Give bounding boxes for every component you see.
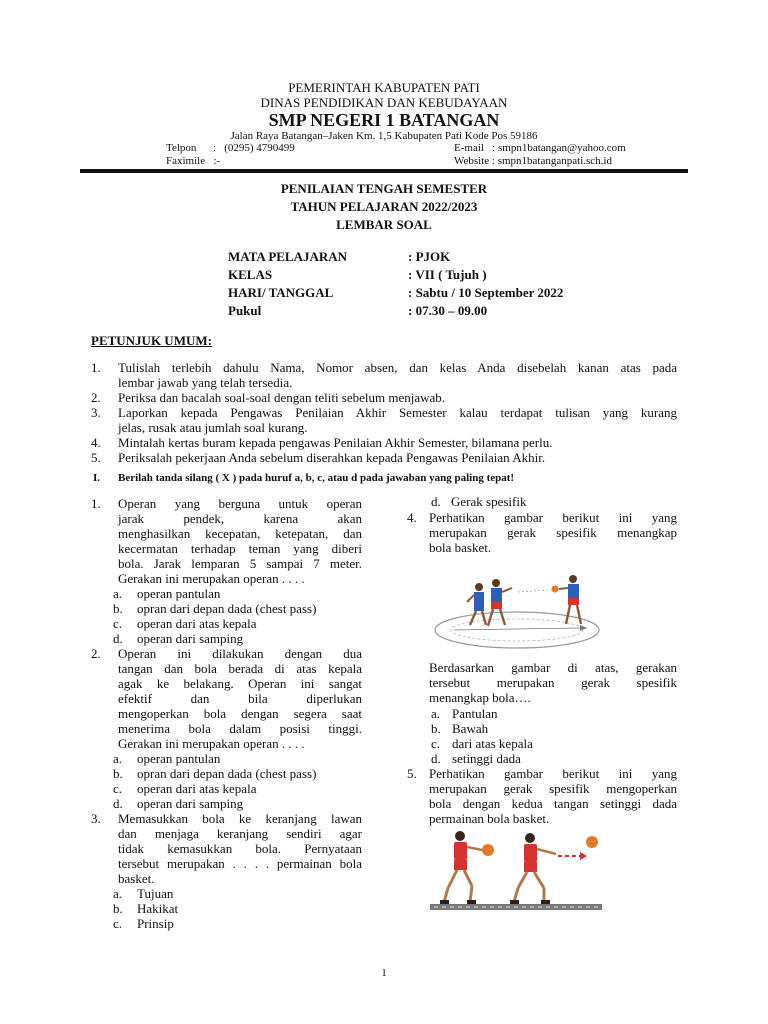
option-letter[interactable]: d.	[431, 494, 441, 509]
exam-sheet: LEMBAR SOAL	[336, 217, 432, 232]
question-text: tangan dan bola berada di atas kepala	[118, 661, 362, 676]
option-text: opran dari depan dada (chest pass)	[137, 766, 317, 781]
info-value: : PJOK	[408, 249, 451, 264]
section-number: I.	[93, 472, 101, 484]
list-item: Tulislah terlebih dahulu Nama, Nomor absen, dan kelas Anda disebelah kanan atas pada	[118, 360, 677, 375]
option-text: Prinsip	[137, 916, 174, 931]
info-value: : 07.30 – 09.00	[408, 303, 488, 318]
list-item-cont: lembar jawab yang telah tersedia.	[118, 375, 293, 390]
option-text: operan pantulan	[137, 586, 221, 601]
question-text: dan menjaga keranjang sendiri agar	[118, 826, 362, 841]
question-text: Perhatikan gambar berikut ini yang	[429, 510, 677, 525]
option-letter[interactable]: c.	[113, 916, 123, 931]
school-name: SMP NEGERI 1 BATANGAN	[268, 110, 500, 130]
section-instruction: Berilah tanda silang ( X ) pada huruf a, b, c, atau d pada jawaban yang paling tepat!	[118, 472, 515, 484]
question-number: 5.	[407, 766, 417, 781]
exam-title: PENILAIAN TENGAH SEMESTER	[280, 181, 488, 196]
option-text: Hakikat	[137, 901, 179, 916]
question-text: permainan bola basket.	[429, 811, 550, 826]
dept-header: DINAS PENDIDIKAN DAN KEBUDAYAAN	[260, 95, 508, 110]
question-text: efektif dan bila diperlukan	[118, 691, 362, 706]
option-letter[interactable]: c.	[113, 616, 123, 631]
question-text: bola dengan kedua tangan setinggi dada	[429, 796, 677, 811]
question-text: tidak kemasukkan bola. Pernyataan	[118, 841, 362, 856]
email: E-mail : smpn1batangan@yahoo.com	[454, 142, 626, 154]
list-item-cont: jelas, rusak atau jumlah soal kurang.	[118, 420, 308, 435]
chest-pass-illustration	[430, 828, 602, 912]
question-text: bola basket.	[429, 540, 492, 555]
question-text: Gerakan ini merupakan operan . . . .	[118, 736, 305, 751]
option-letter[interactable]: a.	[113, 886, 123, 901]
option-text: Gerak spesifik	[451, 494, 527, 509]
question-text: Perhatikan gambar berikut ini yang	[429, 766, 677, 781]
list-number: 3.	[91, 405, 101, 420]
question-text: basket.	[118, 871, 155, 886]
school-address: Jalan Raya Batangan–Jaken Km. 1,5 Kabupaten Pati Kode Pos 59186	[230, 130, 538, 142]
question-number: 1.	[91, 496, 101, 511]
option-text: operan dari atas kepala	[137, 781, 257, 796]
question-text: kecermatan terhadap teman yang diberi	[118, 541, 362, 556]
info-label: KELAS	[228, 267, 273, 282]
page-number: 1	[381, 967, 387, 979]
list-number: 1.	[91, 360, 101, 375]
option-text: dari atas kepala	[452, 736, 533, 751]
list-item: Periksa dan bacalah soal-soal dengan teliti sebelum menjawab.	[118, 390, 446, 405]
option-letter[interactable]: d.	[113, 631, 123, 646]
option-letter[interactable]: a.	[113, 751, 123, 766]
option-letter[interactable]: a.	[113, 586, 123, 601]
header-divider	[80, 169, 688, 173]
option-letter[interactable]: b.	[113, 901, 123, 916]
faximile: Faximile :-	[166, 155, 221, 167]
question-text: menghasilkan kecepatan, ketepatan, dan	[118, 526, 362, 541]
list-item: Mintalah kertas buram kepada pengawas Penilaian Akhir Semester, bilamana perlu.	[118, 435, 553, 450]
option-letter[interactable]: c.	[113, 781, 123, 796]
website: Website : smpn1batanganpati.sch.id	[454, 155, 612, 167]
question-text: merupakan gerak spesifik mengoperkan	[429, 781, 677, 796]
list-number: 4.	[91, 435, 101, 450]
list-number: 2.	[91, 390, 101, 405]
info-value: : VII ( Tujuh )	[408, 267, 487, 282]
question-text: Gerakan ini merupakan operan . . . .	[118, 571, 305, 586]
gov-header: PEMERINTAH KABUPATEN PATI	[288, 80, 480, 95]
list-number: 5.	[91, 450, 101, 465]
question-text: tersebut merupakan . . . . permainan bola	[118, 856, 362, 871]
question-text: mengoperkan bola dengan segera saat	[118, 706, 362, 721]
option-letter[interactable]: d.	[431, 751, 441, 766]
option-text: Bawah	[452, 721, 489, 736]
exam-year: TAHUN PELAJARAN 2022/2023	[290, 199, 478, 214]
option-letter[interactable]: c.	[431, 736, 441, 751]
option-letter[interactable]: b.	[431, 721, 441, 736]
option-letter[interactable]: a.	[431, 706, 441, 721]
question-text: jarak pendek, karena akan	[118, 511, 362, 526]
info-value: : Sabtu / 10 September 2022	[408, 285, 564, 300]
question-text: Operan ini dilakukan dengan dua	[118, 646, 362, 661]
question-number: 2.	[91, 646, 101, 661]
info-label: Pukul	[228, 303, 262, 318]
option-letter[interactable]: d.	[113, 796, 123, 811]
option-text: Pantulan	[452, 706, 498, 721]
list-item: Periksalah pekerjaan Anda sebelum diserahkan kepada Pengawas Penilaian Akhir.	[118, 450, 546, 465]
telpon: Telpon : (0295) 4790499	[166, 142, 295, 154]
option-text: setinggi dada	[452, 751, 521, 766]
question-text: menangkap bola….	[429, 690, 531, 705]
petunjuk-heading: PETUNJUK UMUM:	[91, 333, 212, 348]
list-item: Laporkan kepada Pengawas Penilaian Akhir Semester kalau terdapat tulisan yang kurang	[118, 405, 677, 420]
info-label: MATA PELAJARAN	[228, 249, 348, 264]
question-text: Memasukkan bola ke keranjang lawan	[118, 811, 362, 826]
question-text: Operan yang berguna untuk operan	[118, 496, 362, 511]
option-text: operan dari samping	[137, 796, 244, 811]
option-letter[interactable]: b.	[113, 766, 123, 781]
question-text: merupakan gerak spesifik menangkap	[429, 525, 677, 540]
option-text: operan pantulan	[137, 751, 221, 766]
option-text: Tujuan	[137, 886, 174, 901]
question-text: Berdasarkan gambar di atas, gerakan	[429, 660, 677, 675]
question-text: bola. Jarak lemparan 5 sampai 7 meter.	[118, 556, 362, 571]
question-text: agak ke belakang. Operan ini sangat	[118, 676, 362, 691]
option-text: operan dari samping	[137, 631, 244, 646]
option-text: operan dari atas kepala	[137, 616, 257, 631]
info-label: HARI/ TANGGAL	[228, 285, 334, 300]
catching-illustration	[432, 570, 610, 654]
question-text: menerima bola dalam posisi tinggi.	[118, 721, 362, 736]
question-number: 3.	[91, 811, 101, 826]
question-text: tersebut merupakan gerak spesifik	[429, 675, 677, 690]
option-text: opran dari depan dada (chest pass)	[137, 601, 317, 616]
question-number: 4.	[407, 510, 417, 525]
option-letter[interactable]: b.	[113, 601, 123, 616]
